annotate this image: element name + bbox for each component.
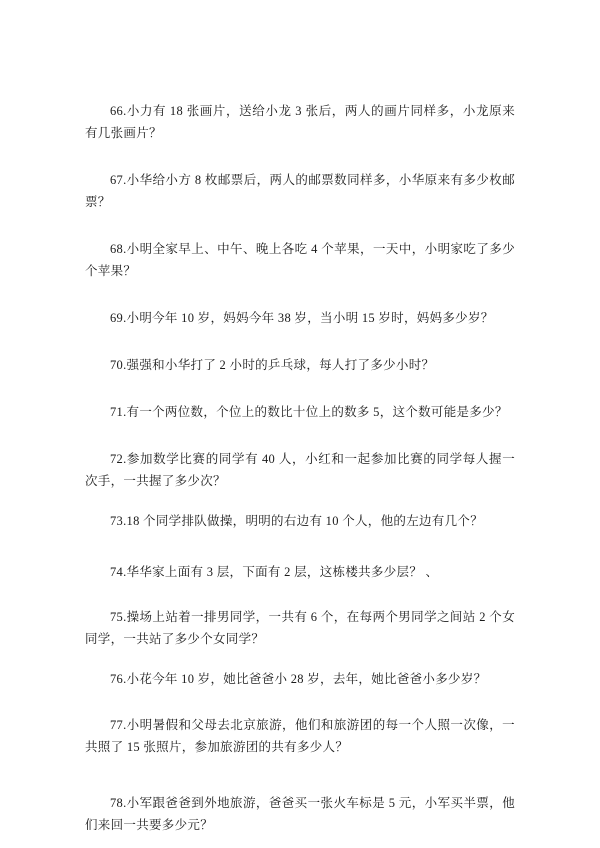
question-text: 操场上站着一排男同学，一共有 6 个，在每两个男同学之间站 2 个女同学，一共站了多少个女同学？	[85, 610, 515, 646]
question-text: 小军跟爸爸到外地旅游，爸爸买一张火车标是 5 元，小军买半票，他们来回一共要多少元？	[85, 796, 515, 832]
question-number: 67.	[110, 173, 127, 187]
question-number: 72.	[110, 452, 127, 466]
question-74	[85, 561, 515, 583]
question-number: 73.	[110, 514, 127, 528]
question-78	[85, 792, 515, 836]
question-68	[85, 238, 515, 282]
question-text: 强强和小华打了 2 小时的乒乓球，每人打了多少小时？	[126, 358, 435, 372]
question-text: 小力有 18 张画片，送给小龙 3 张后，两人的画片同样多，小龙原来有几张画片？	[85, 104, 515, 140]
question-76	[85, 668, 515, 690]
question-list	[85, 100, 515, 836]
question-77	[85, 714, 515, 758]
question-72	[85, 448, 515, 492]
question-text: 小华给小方 8 枚邮票后，两人的邮票数同样多，小华原来有多少枚邮票？	[85, 173, 515, 209]
question-number: 76.	[110, 672, 127, 686]
question-text: 小明全家早上、中午、晚上各吃 4 个苹果，一天中，小明家吃了多少个苹果？	[85, 242, 515, 278]
question-69	[85, 307, 515, 329]
question-70	[85, 354, 515, 376]
question-text: 有一个两位数，个位上的数比十位上的数多 5，这个数可能是多少？	[126, 405, 508, 419]
question-number: 75.	[110, 610, 127, 624]
question-number: 78.	[110, 796, 127, 810]
question-number: 69.	[110, 311, 127, 325]
question-75	[85, 606, 515, 650]
question-number: 68.	[110, 242, 127, 256]
question-67	[85, 169, 515, 213]
question-66	[85, 100, 515, 144]
question-number: 71.	[110, 405, 127, 419]
question-number: 70.	[110, 358, 127, 372]
question-text: 小明今年 10 岁，妈妈今年 38 岁，当小明 15 岁时，妈妈多少岁？	[126, 311, 494, 325]
question-text: 18 个同学排队做操，明明的右边有 10 个人，他的左边有几个？	[126, 514, 484, 528]
question-71	[85, 401, 515, 423]
question-text: 小明暑假和父母去北京旅游，他们和旅游团的每一个人照一次像，一共照了 15 张照片，参加旅游团的共有多少人？	[85, 718, 515, 754]
question-number: 77.	[110, 718, 127, 732]
question-number: 74.	[110, 565, 127, 579]
question-73	[85, 510, 515, 532]
question-text: 华华家上面有 3 层，下面有 2 层，这栋楼共多少层？ 、	[126, 565, 439, 579]
question-text: 小花今年 10 岁，她比爸爸小 28 岁，去年，她比爸爸小多少岁？	[126, 672, 487, 686]
question-number: 66.	[110, 104, 127, 118]
question-text: 参加数学比赛的同学有 40 人，小红和一起参加比赛的同学每人握一次手，一共握了多少次？	[85, 452, 515, 488]
